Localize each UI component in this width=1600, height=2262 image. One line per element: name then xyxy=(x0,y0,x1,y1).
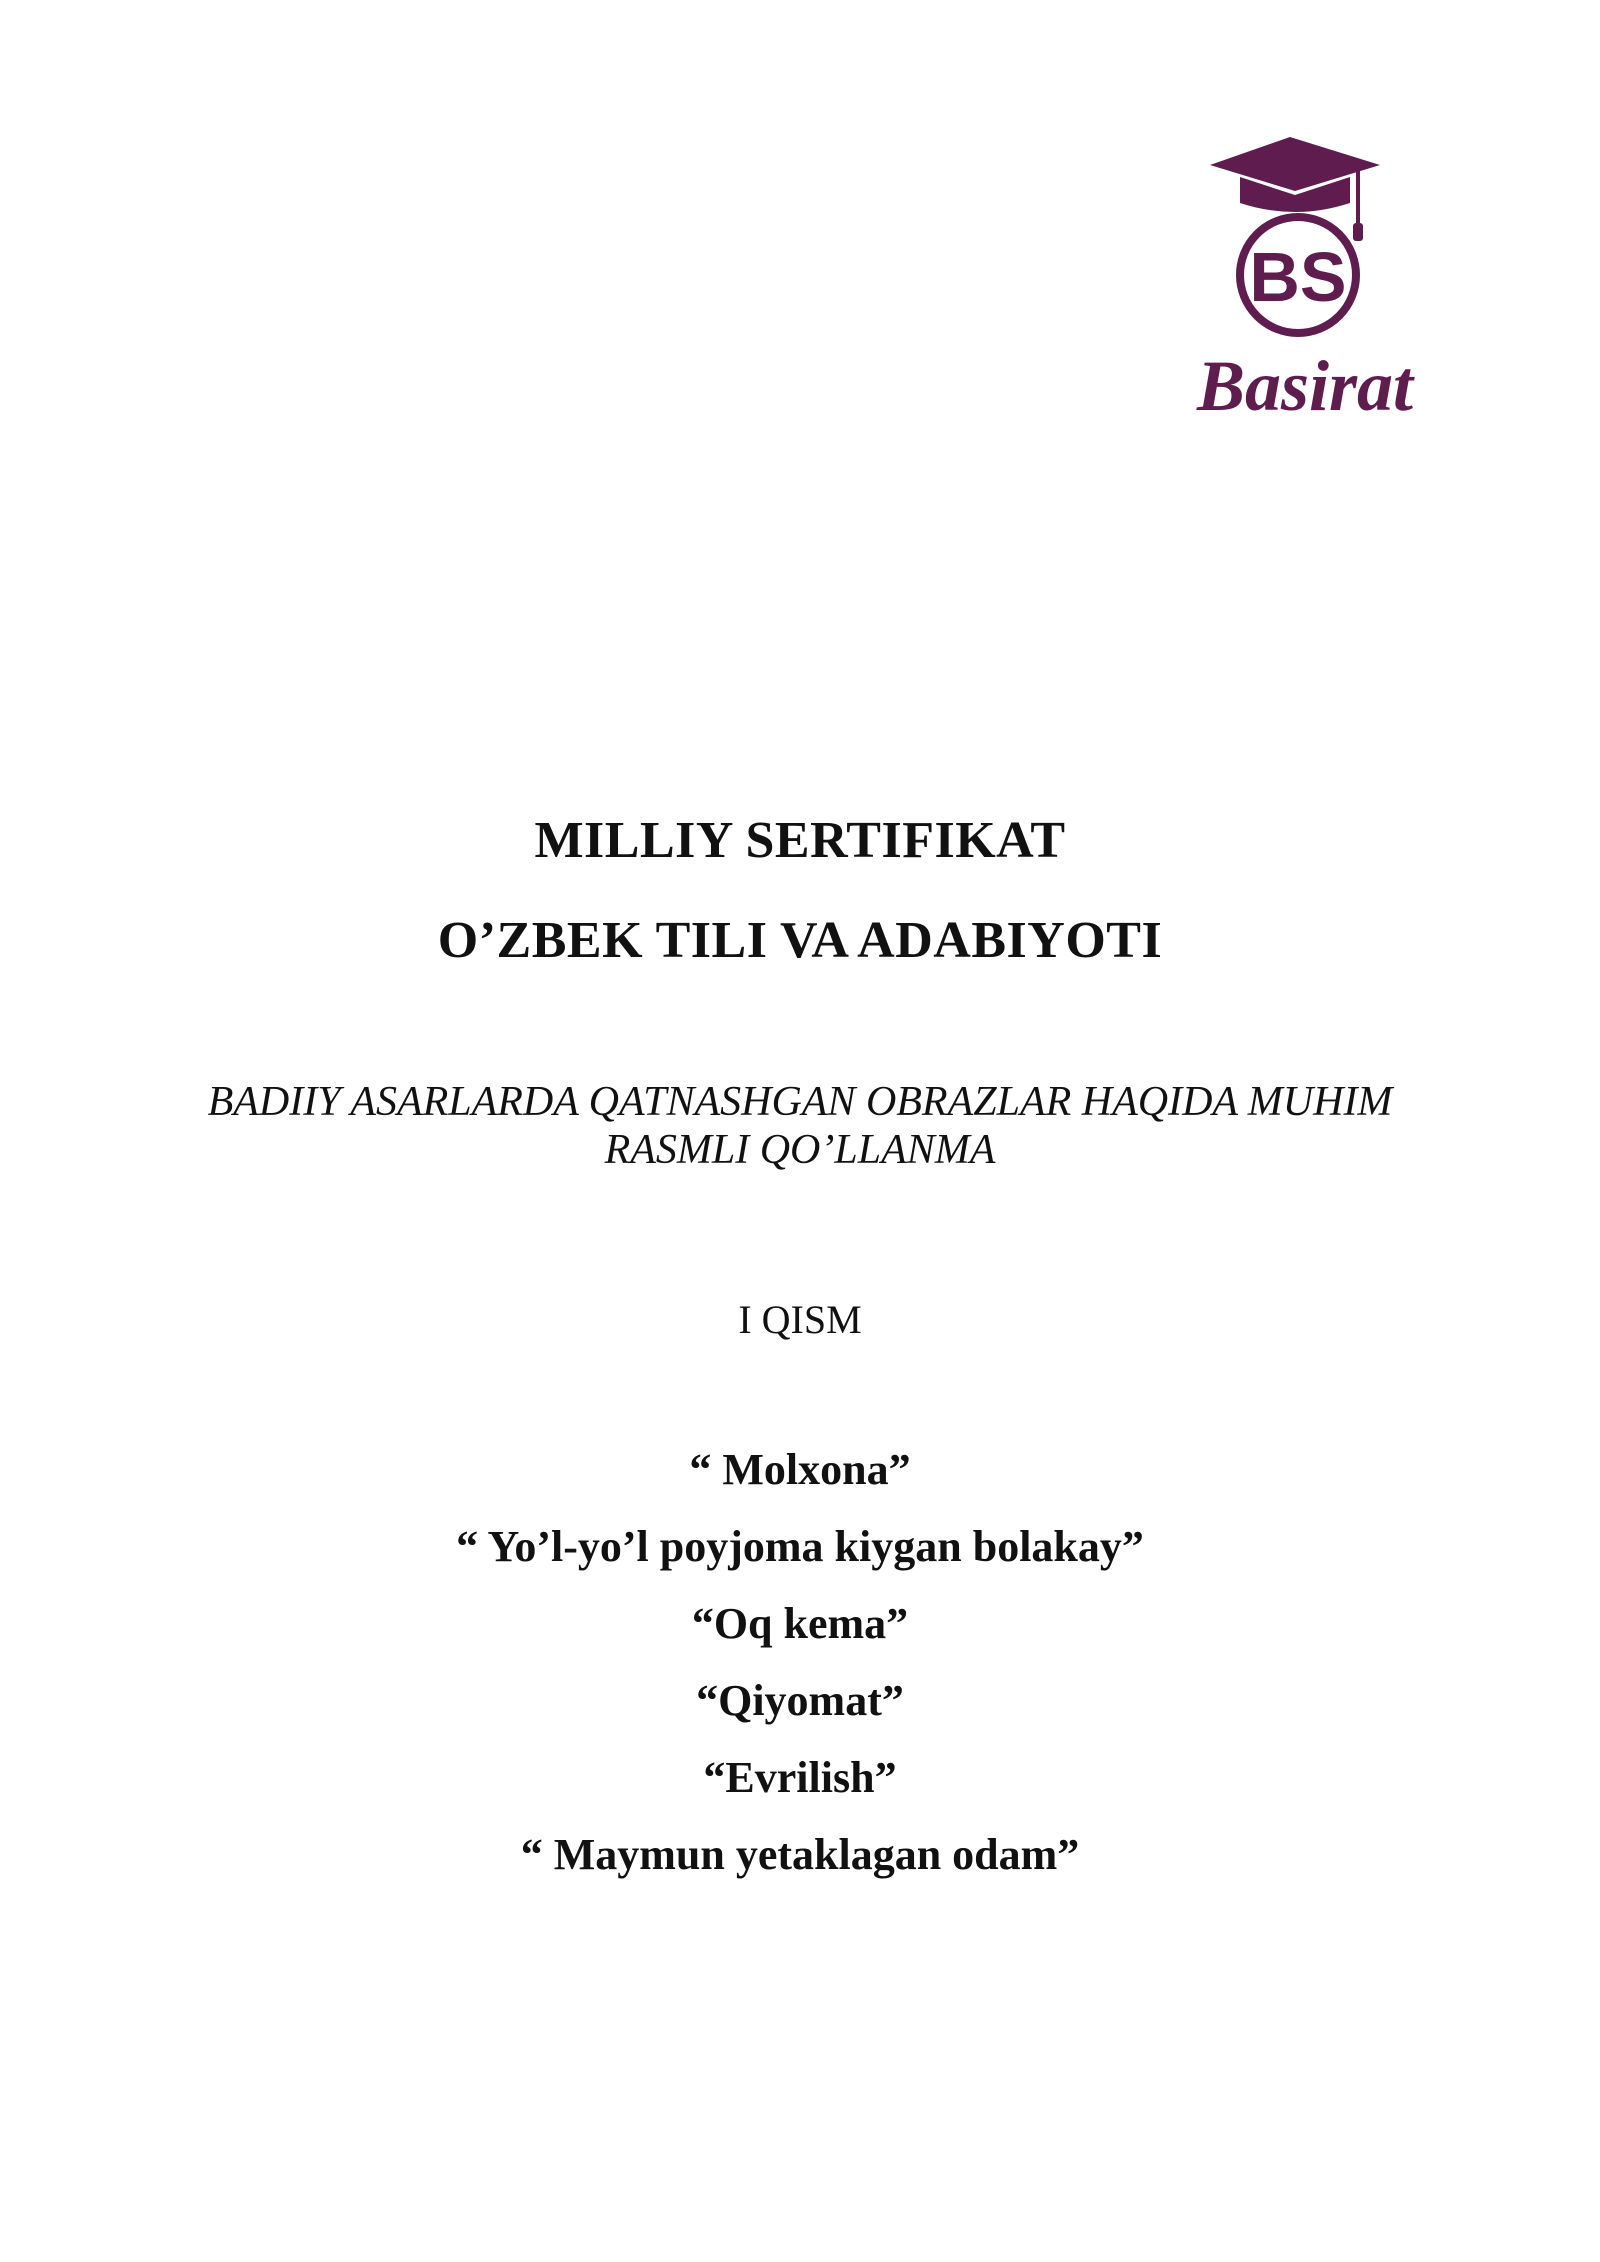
title-block xyxy=(0,812,1600,969)
work-title: “Qiyomat” xyxy=(696,1676,904,1725)
logo-wordmark: Basirat xyxy=(1196,346,1414,426)
subtitle-line-1: BADIIY ASARLARDA QATNASHGAN OBRAZLAR HAQIDA MUHIM xyxy=(207,1079,1393,1125)
basirat-logo xyxy=(1140,125,1460,430)
subtitle xyxy=(0,1078,1600,1174)
subtitle-line-2: RASMLI QO’LLANMA xyxy=(604,1127,996,1173)
logo-monogram: BS xyxy=(1249,238,1347,316)
work-title: “ Maymun yetaklagan odam” xyxy=(520,1830,1080,1879)
graduation-cap-icon xyxy=(1210,137,1380,241)
part-label: I QISM xyxy=(738,1297,862,1342)
title-line-2: O’ZBEK TILI VA ADABIYOTI xyxy=(437,912,1163,969)
work-title: “Evrilish” xyxy=(703,1753,897,1802)
work-title: “Oq kema” xyxy=(691,1599,909,1648)
title-line-1: MILLIY SERTIFIKAT xyxy=(534,812,1066,869)
basirat-logo-graphic xyxy=(1140,125,1460,430)
work-title: “ Yo’l-yo’l poyjoma kiygan bolakay” xyxy=(456,1522,1144,1571)
work-title: “ Molxona” xyxy=(689,1445,911,1494)
works-list xyxy=(0,1446,1600,1908)
